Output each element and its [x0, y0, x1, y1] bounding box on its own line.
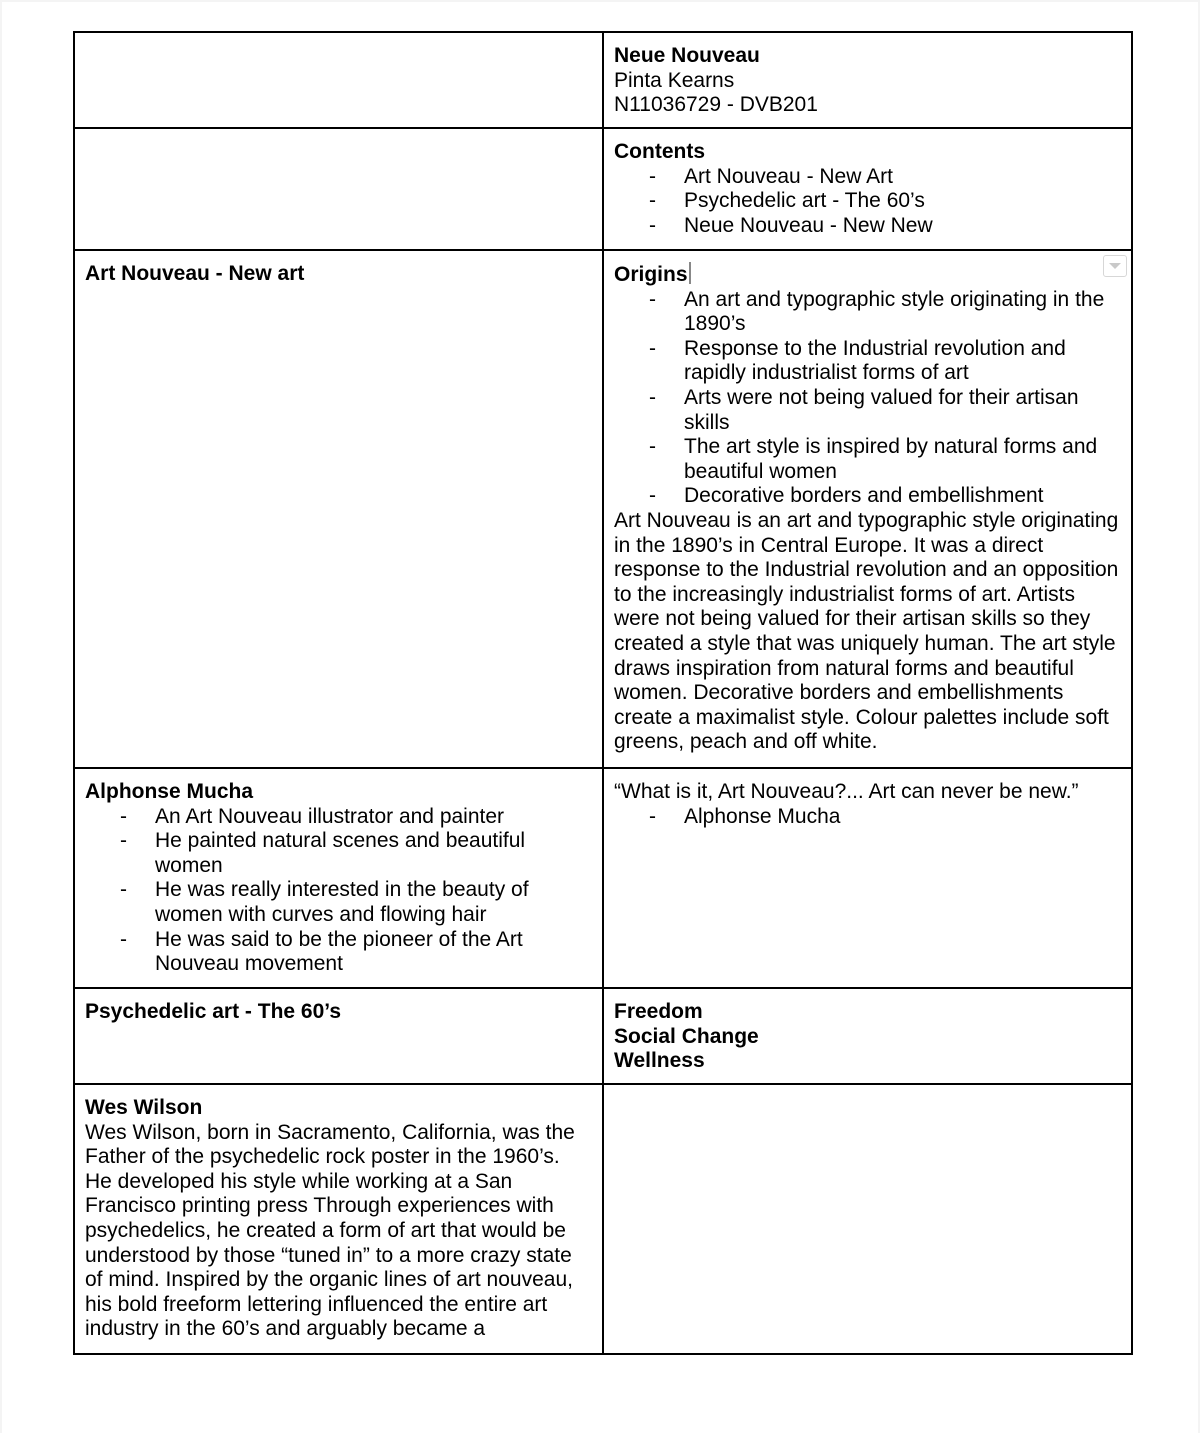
list-item: - Art Nouveau - New Art	[614, 165, 1121, 190]
course-code: N11036729 - DVB201	[614, 93, 818, 117]
empty-cell[interactable]	[74, 128, 603, 250]
theme-social-change: Social Change	[614, 1024, 759, 1048]
wilson-cell[interactable]	[74, 1084, 603, 1354]
table-row	[74, 988, 1132, 1084]
wilson-heading: Wes Wilson	[85, 1096, 203, 1119]
table-row	[74, 128, 1132, 250]
art-nouveau-paragraph: Art Nouveau is an art and typographic style originating in the 1890’s in Central Europe. It was a direct response to the Industrial revolution and an opposition to the increasingly industrialist forms of art. Artists were not being valued for their artisan skills so they created a style that was uniquely human. The art style draws inspiration from natural forms and beautiful women. Decorative borders and embellishments create a maximalist style. Colour palettes include soft greens, peach and off white.	[614, 508, 1119, 754]
author-name: Pinta Kearns	[614, 68, 735, 92]
section-title-psychedelic: Psychedelic art - The 60’s	[85, 1000, 342, 1023]
document-table	[73, 31, 1133, 1355]
list-item: - Decorative borders and embellishment	[614, 484, 1121, 509]
title-cell[interactable]	[603, 32, 1132, 128]
mucha-quote: “What is it, Art Nouveau?... Art can never be new.”	[614, 780, 1079, 803]
section-title-cell[interactable]	[74, 988, 603, 1084]
origins-cell[interactable]	[603, 250, 1132, 768]
mucha-list	[85, 805, 592, 977]
document-page	[2, 2, 1198, 1433]
list-item: - He was said to be the pioneer of the Art Nouveau movement	[85, 928, 592, 977]
contents-list	[614, 165, 1121, 239]
list-item: - The art style is inspired by natural forms and beautiful women	[614, 435, 1121, 484]
mucha-cell[interactable]	[74, 768, 603, 988]
list-item: - Neue Nouveau - New New	[614, 214, 1121, 239]
text-cursor	[689, 262, 691, 284]
theme-wellness: Wellness	[614, 1049, 705, 1073]
list-item: - He painted natural scenes and beautiful women	[85, 829, 592, 878]
list-item: - An art and typographic style originating in the 1890’s	[614, 288, 1121, 337]
list-item: - Response to the Industrial revolution and rapidly industrialist forms of art	[614, 337, 1121, 386]
contents-heading: Contents	[614, 140, 705, 163]
list-item: - He was really interested in the beauty of women with curves and flowing hair	[85, 878, 592, 927]
mucha-heading: Alphonse Mucha	[85, 780, 254, 803]
theme-freedom: Freedom	[614, 1000, 703, 1023]
themes-cell[interactable]	[603, 988, 1132, 1084]
section-title-art-nouveau: Art Nouveau - New art	[85, 262, 305, 285]
document-title: Neue Nouveau	[614, 44, 760, 67]
chevron-down-icon[interactable]	[1103, 255, 1127, 277]
origins-heading: Origins	[614, 262, 1121, 288]
wilson-paragraph: Wes Wilson, born in Sacramento, California, was the Father of the psychedelic rock poster in the 1960’s. He developed his style while working at a San Francisco printing press Through experiences with psychedelics, he created a form of art that would be understood by those “tuned in” to a more crazy state of mind. Inspired by the organic lines of art nouveau, his bold freeform lettering influenced the entire art industry in the 60’s and arguably became a	[85, 1120, 575, 1341]
contents-cell[interactable]	[603, 128, 1132, 250]
quote-author: - Alphonse Mucha	[614, 805, 1121, 830]
quote-attribution-list	[614, 805, 1121, 830]
empty-cell[interactable]	[603, 1084, 1132, 1354]
table-row	[74, 1084, 1132, 1354]
table-row	[74, 32, 1132, 128]
list-item: - An Art Nouveau illustrator and painter	[85, 805, 592, 830]
list-item: - Psychedelic art - The 60’s	[614, 189, 1121, 214]
table-row	[74, 250, 1132, 768]
empty-cell[interactable]	[74, 32, 603, 128]
quote-cell[interactable]	[603, 768, 1132, 988]
table-row	[74, 768, 1132, 988]
origins-list	[614, 288, 1121, 509]
list-item: - Arts were not being valued for their artisan skills	[614, 386, 1121, 435]
section-title-cell[interactable]	[74, 250, 603, 768]
